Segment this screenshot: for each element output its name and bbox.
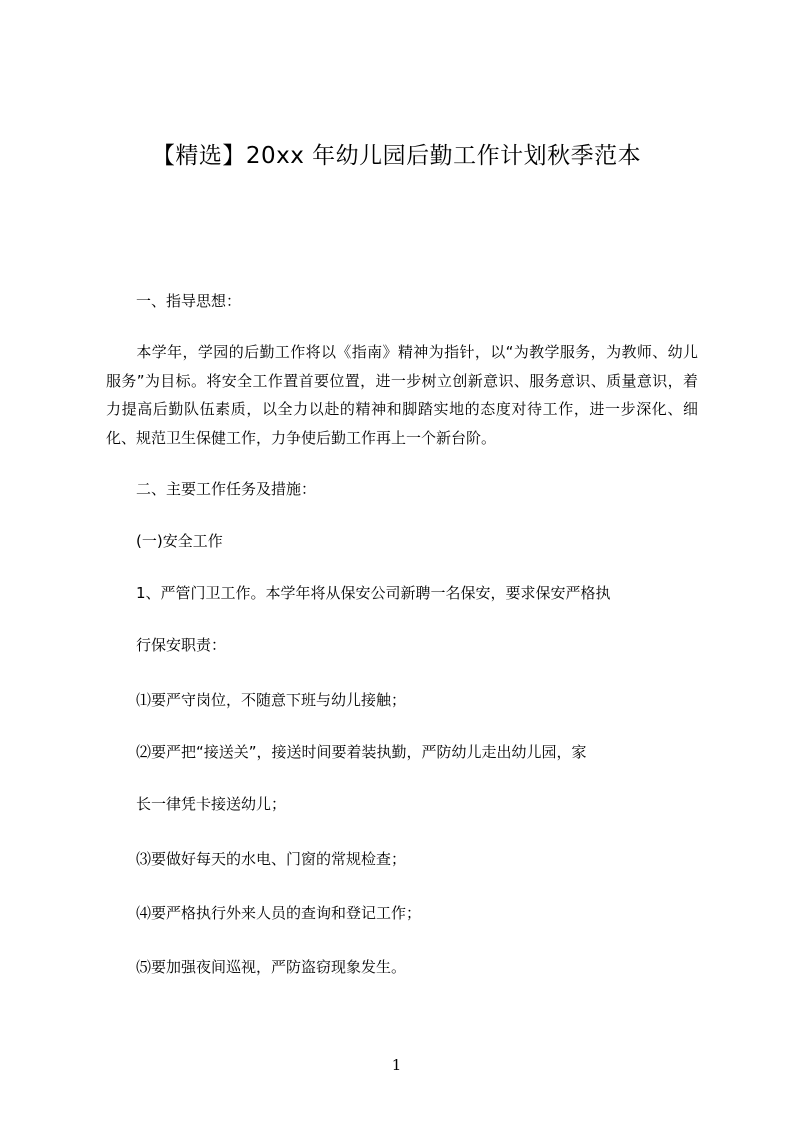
subsection-heading-safety: (一)安全工作 bbox=[136, 532, 223, 550]
guiding-ideology-text: 本学年，学园的后勤工作将以《指南》精神为指针，以“为教学服务，为教师、幼儿服务”为目标。将安全工作置首要位置，进一步树立创新意识、服务意识、质量意识，着力提高后勤队伍素质，以全力以赴的精神和脚踏实地的态度对待工作，进一步深化、细化、规范卫生保健工作，力争使后勤工作再上一个新台阶。 bbox=[106, 343, 698, 447]
item-1-line-2: 行保安职责： bbox=[136, 636, 227, 654]
guiding-ideology-paragraph bbox=[106, 338, 698, 452]
page-number: 1 bbox=[391, 1056, 402, 1074]
sub-item-3: ⑶要做好每天的水电、门窗的常规检查； bbox=[136, 850, 407, 868]
sub-item-4: ⑷要严格执行外来人员的查询和登记工作； bbox=[136, 904, 422, 922]
item-1-line-1: 1、严管门卫工作。本学年将从保安公司新聘一名保安，要求保安严格执 bbox=[136, 584, 611, 602]
document-title: 【精选】20xx 年幼儿园后勤工作计划秋季范本 bbox=[151, 143, 642, 169]
sub-item-5: ⑸要加强夜间巡视，严防盗窃现象发生。 bbox=[136, 958, 407, 976]
sub-item-1: ⑴要严守岗位，不随意下班与幼儿接触； bbox=[136, 691, 407, 709]
sub-item-2-line-2: 长一律凭卡接送幼儿； bbox=[136, 795, 287, 813]
sub-item-2-line-1: ⑵要严把“接送关”，接送时间要着装执勤，严防幼儿走出幼儿园，家 bbox=[136, 743, 587, 761]
section-heading-guiding-ideology: 一、指导思想： bbox=[136, 292, 242, 310]
section-heading-main-tasks: 二、主要工作任务及措施： bbox=[136, 480, 317, 498]
